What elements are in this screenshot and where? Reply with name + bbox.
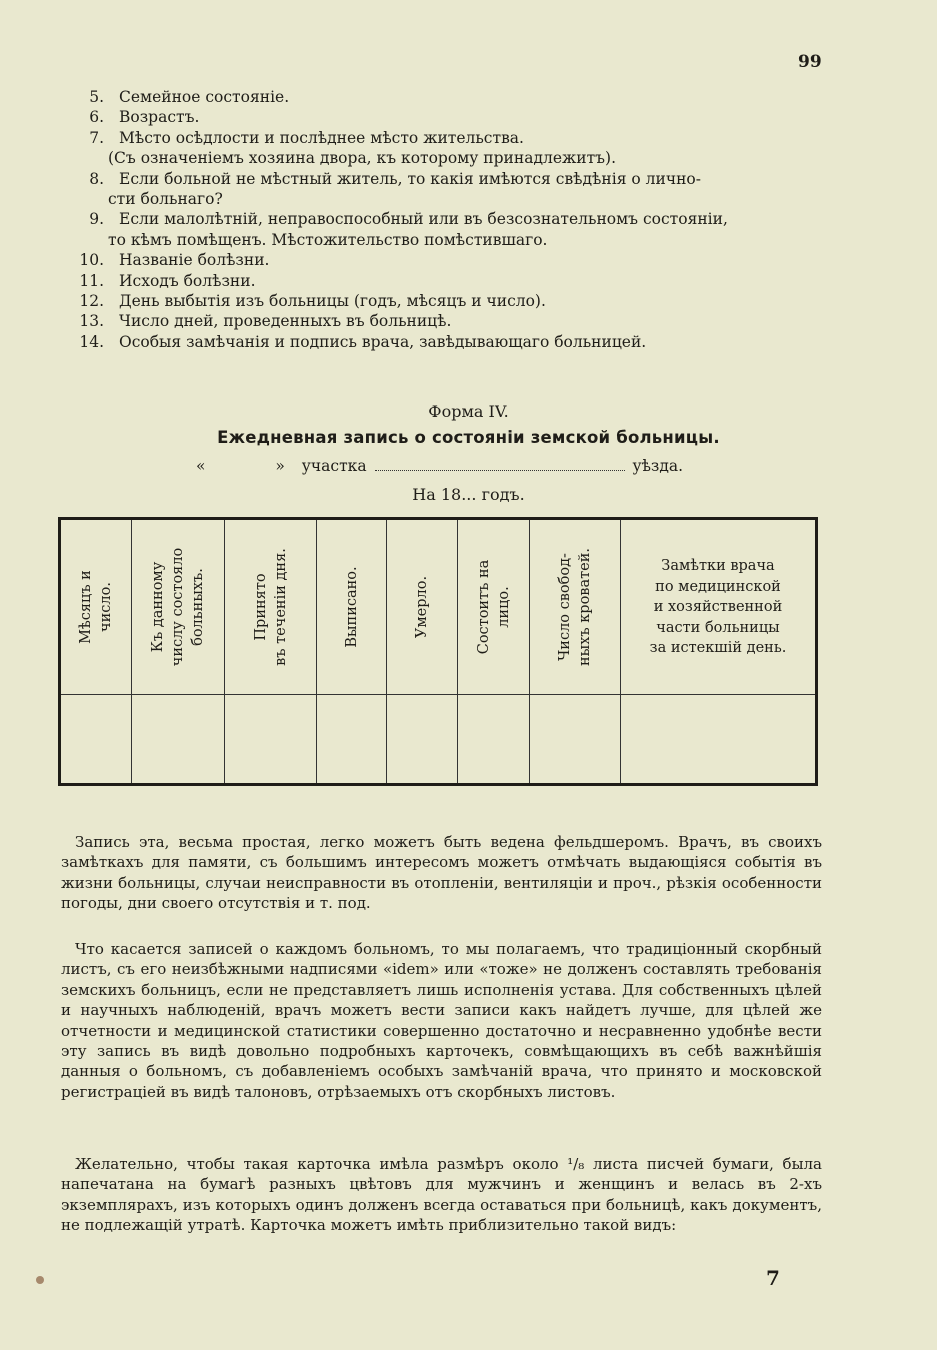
paragraph: Желательно, чтобы такая карточка имѣла размѣръ около ¹/₈ листа писчей бумаги, была напечатана на бумагѣ разныхъ цвѣтовъ для мужчинъ и женщинъ и велась въ 2-хъ экземплярахъ, изъ которыхъ одинъ долженъ всегда оставаться при больницѣ, какъ документъ, не подлежащій утратѣ. Карточка можетъ имѣть приблизительно такой видъ: — [61, 1155, 822, 1235]
dotted-fill-line — [375, 458, 625, 471]
list-item: то кѣмъ помѣщенъ. Мѣстожительство помѣстившаго. — [108, 230, 548, 249]
list-item: сти больнаго? — [108, 189, 223, 208]
list-item: 13. Число дней, проведенныхъ въ больницѣ. — [79, 312, 452, 331]
form-heading: Ежедневная запись о состояніи земской больницы. — [217, 428, 720, 447]
column-header: Умерло. — [414, 575, 430, 639]
paper-stain — [36, 1276, 44, 1284]
paragraph: Запись эта, весьма простая, легко можетъ быть ведена фельдшеромъ. Врачъ, въ своихъ замѣткахъ для памяти, съ большимъ интересомъ можетъ отмѣчать выдающіяся событія въ жизни больницы, случаи неисправности въ отопленіи, вентиляціи и проч., рѣзкія особенности погоды, дни своего отсутствія и т. под. — [61, 833, 822, 913]
item-list — [0, 88, 937, 353]
table-column-month — [61, 520, 132, 783]
column-header: Состоитъ на лицо. — [475, 559, 512, 655]
district-uezda: уѣзда. — [632, 457, 684, 475]
column-header: Принято въ теченіи дня. — [252, 548, 289, 666]
column-header: Мѣсяцъ и число. — [78, 570, 114, 644]
district-line — [196, 457, 683, 475]
list-item: 6. Возрастъ. — [89, 108, 200, 127]
list-item: (Съ означеніемъ хозяина двора, къ которому принадлежитъ). — [108, 149, 617, 168]
list-item: 10. Названіе болѣзни. — [79, 251, 270, 270]
table-column-present — [458, 520, 530, 783]
list-item: 14. Особыя замѣчанія и подпись врача, завѣдывающаго больницей. — [79, 332, 647, 351]
list-item: 11. Исходъ болѣзни. — [79, 271, 256, 290]
quote-open: « — [196, 457, 206, 475]
column-header: Къ данному числу состояло больныхъ. — [150, 547, 206, 667]
table-column-patients — [132, 520, 225, 783]
district-uchastka: участка — [301, 457, 367, 475]
paragraph: Что касается записей о каждомъ больномъ, то мы полагаемъ, что традиціонный скорбный листъ, съ его неизбѣжными надписями «idem» или «тоже» не долженъ составлять требованія земскихъ больницъ, если не представляетъ лишь исполненія устава. Для собственныхъ цѣлей и научныхъ наблюденій, врачъ можетъ вести записи какъ найдетъ лучше, для цѣлей же отчетности и медицинской статистики совершенно достаточно и несравненно удобнѣе вести эту запись въ видѣ довольно подробныхъ карточекъ, совмѣщающихъ въ себѣ важнѣйшія данныя о больномъ, съ добавленіемъ особыхъ замѣчаній врача, что принято и московской регистраціей въ видѣ талоновъ, отрѣзаемыхъ отъ скорбныхъ листовъ. — [61, 940, 822, 1101]
table-column-died — [387, 520, 458, 783]
signature-mark: 7 — [766, 1266, 780, 1290]
daily-record-table — [58, 517, 818, 786]
quote-close: » — [275, 457, 285, 475]
column-header: Замѣтки врача по медицинской и хозяйственной части больницы за истекшій день. — [649, 558, 787, 656]
form-label: Форма IV. — [428, 402, 509, 421]
table-column-notes — [621, 520, 815, 783]
list-item: 12. День выбытія изъ больницы (годъ, мѣсяцъ и число). — [79, 291, 546, 310]
list-item: 9. Если малолѣтній, неправоспособный или въ безсознательномъ состояніи, — [89, 210, 728, 229]
page-number: 99 — [798, 52, 822, 72]
list-item: 5. Семейное состояніе. — [89, 88, 290, 106]
table-column-admitted — [225, 520, 317, 783]
column-header: Выписано. — [343, 566, 360, 648]
table-column-free-beds — [530, 520, 621, 783]
list-item: 7. Мѣсто осѣдлости и послѣднее мѣсто жительства. — [89, 128, 524, 147]
column-header: Число свобод- ныхъ кроватей. — [557, 548, 593, 666]
table-column-discharged — [317, 520, 387, 783]
list-item: 8. Если больной не мѣстный житель, то какія имѣются свѣдѣнія о лично- — [89, 169, 701, 188]
year-line: На 18... годъ. — [412, 485, 525, 504]
